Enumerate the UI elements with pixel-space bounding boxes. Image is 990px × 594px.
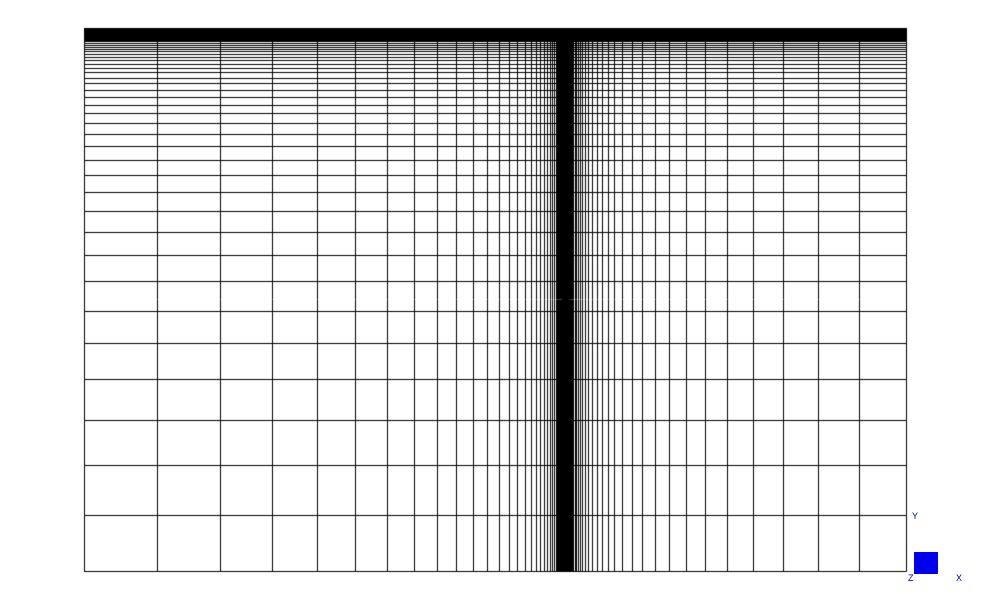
triad-marker-icon (914, 552, 938, 574)
orientation-triad (900, 512, 970, 584)
axis-label-z: Z (908, 573, 914, 583)
axis-label-x: X (956, 573, 963, 583)
axis-label-y: Y (912, 511, 919, 521)
